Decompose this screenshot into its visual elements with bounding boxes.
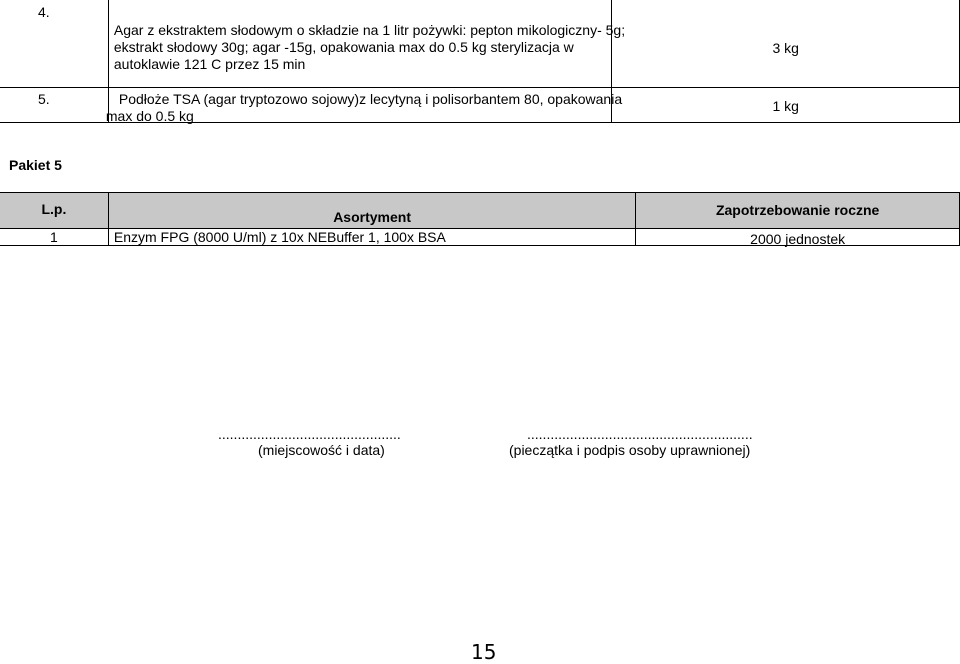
product-table-top <box>0 0 960 123</box>
row-number-cell: 1 <box>0 229 108 246</box>
header-lp: L.p. <box>0 193 108 229</box>
table-row <box>0 0 960 88</box>
row-number: 5. <box>38 91 50 107</box>
quantity-cell <box>612 0 960 88</box>
quantity-cell <box>612 88 960 123</box>
product-table-pakiet5 <box>0 192 960 246</box>
row-number: 4. <box>38 4 50 20</box>
description-line: autoklawie 121 C przez 15 min <box>113 56 306 72</box>
description-cell <box>105 88 623 124</box>
page-number: 15 <box>471 640 497 664</box>
row-number-cell <box>0 0 108 88</box>
table-header-row <box>0 193 960 229</box>
description-line: Podłoże TSA (agar tryptozowo sojowy)z lecytyną i polisorbantem 80, opakowania <box>118 91 623 107</box>
quantity-value: 3 kg <box>772 40 799 56</box>
quantity-value: 1 kg <box>772 98 799 114</box>
table-row <box>0 229 960 246</box>
zapotrzebowanie-cell: 2000 jednostek <box>636 229 960 246</box>
signature-left-label: (miejscowość i data) <box>258 442 385 458</box>
description-line: max do 0.5 kg <box>105 108 194 124</box>
signature-right-dots: .......................................................... <box>527 426 753 442</box>
header-asortyment: Asortyment <box>108 193 635 229</box>
section-title: Pakiet 5 <box>9 157 62 173</box>
header-zapotrzebowanie: Zapotrzebowanie roczne <box>636 193 960 229</box>
signature-left-dots: ............................................... <box>218 426 401 442</box>
asortyment-cell: Enzym FPG (8000 U/ml) z 10x NEBuffer 1, 100x BSA <box>108 229 635 246</box>
description-line: ekstrakt słodowy 30g; agar -15g, opakowania max do 0.5 kg sterylizacja w <box>113 39 574 55</box>
description-line: Agar z ekstraktem słodowym o składzie na 1 litr pożywki: pepton mikologiczny- 5g; <box>113 22 626 38</box>
table-row <box>0 88 960 123</box>
row-number-cell <box>0 88 108 123</box>
signature-right-label: (pieczątka i podpis osoby uprawnionej) <box>509 442 751 458</box>
description-cell <box>108 0 626 88</box>
